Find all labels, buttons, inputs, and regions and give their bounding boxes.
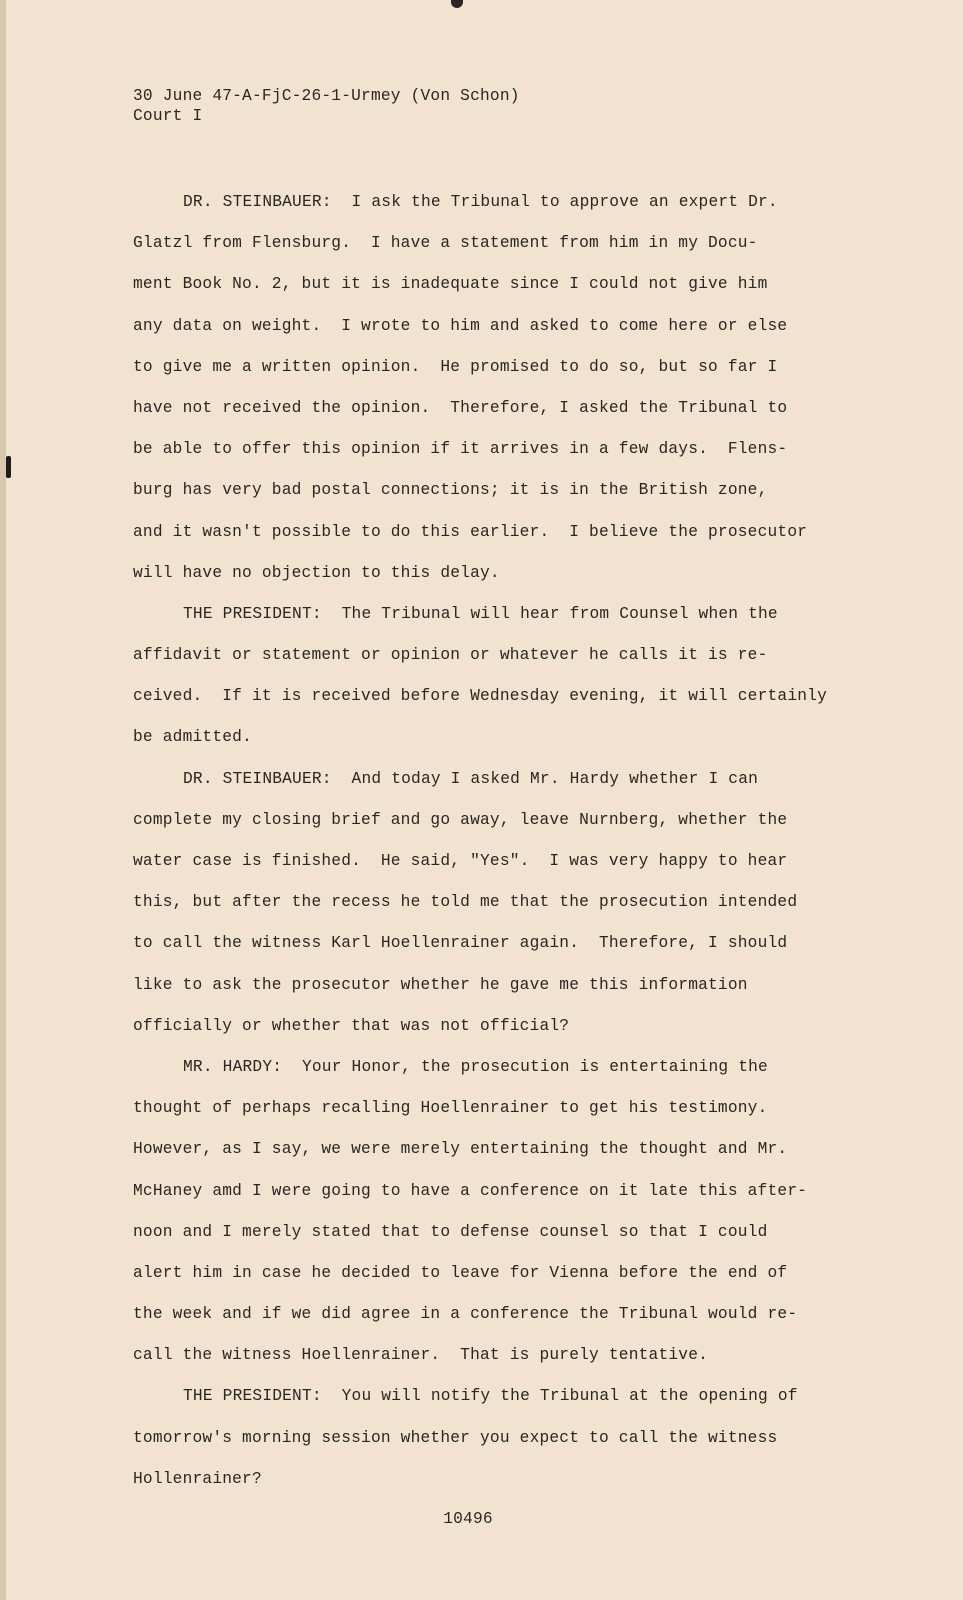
transcript-line: will have no objection to this delay. (133, 563, 500, 582)
transcript-line: DR. STEINBAUER: And today I asked Mr. Hardy whether I can (183, 769, 759, 788)
transcript-line: Glatzl from Flensburg. I have a statement from him in my Docu- (133, 234, 758, 253)
transcript-line: ceived. If it is received before Wednesday evening, it will certainly (133, 687, 827, 706)
document-header (133, 86, 520, 126)
page-left-edge (0, 0, 6, 1600)
transcript-line: noon and I merely stated that to defense counsel so that I could (133, 1222, 768, 1241)
punch-hole-mark (6, 456, 11, 478)
transcript-line: to give me a written opinion. He promised to do so, but so far I (133, 357, 778, 376)
transcript-line: alert him in case he decided to leave for Vienna before the end of (133, 1263, 788, 1282)
transcript-line: complete my closing brief and go away, leave Nurnberg, whether the (133, 810, 788, 829)
transcript-line: the week and if we did agree in a conference the Tribunal would re- (133, 1305, 798, 1324)
transcript-line: have not received the opinion. Therefore, I asked the Tribunal to (133, 398, 788, 417)
header-court-line: Court I (133, 107, 203, 125)
transcript-line: officially or whether that was not official? (133, 1016, 570, 1035)
staple-mark (451, 0, 463, 8)
transcript-line: water case is finished. He said, "Yes". I was very happy to hear (133, 852, 788, 870)
transcript-line: McHaney amd I were going to have a conference on it late this after- (133, 1181, 808, 1200)
page-number: 10496 (443, 1510, 493, 1528)
header-reference-line: 30 June 47-A-FjC-26-1-Urmey (Von Schon) (133, 87, 520, 105)
transcript-line: like to ask the prosecutor whether he gave me this information (133, 975, 748, 994)
transcript-line: Hollenrainer? (133, 1469, 262, 1488)
transcript-line: tomorrow's morning session whether you expect to call the witness (133, 1428, 778, 1447)
transcript-line: However, as I say, we were merely entertaining the thought and Mr. (133, 1140, 788, 1159)
transcript-line: DR. STEINBAUER: I ask the Tribunal to approve an expert Dr. (183, 193, 778, 211)
transcript-line: this, but after the recess he told me that the prosecution intended (133, 893, 798, 912)
transcript-body (133, 182, 863, 1500)
transcript-line: burg has very bad postal connections; it is in the British zone, (133, 481, 768, 500)
transcript-line: thought of perhaps recalling Hoellenrainer to get his testimony. (133, 1099, 768, 1118)
transcript-line: to call the witness Karl Hoellenrainer again. Therefore, I should (133, 934, 788, 953)
transcript-line: THE PRESIDENT: You will notify the Tribunal at the opening of (183, 1387, 798, 1406)
transcript-line: MR. HARDY: Your Honor, the prosecution is entertaining the (183, 1057, 768, 1076)
transcript-line: THE PRESIDENT: The Tribunal will hear from Counsel when the (183, 604, 778, 623)
transcript-line: be able to offer this opinion if it arrives in a few days. Flens- (133, 440, 788, 459)
transcript-line: affidavit or statement or opinion or whatever he calls it is re- (133, 646, 768, 665)
transcript-line: call the witness Hoellenrainer. That is purely tentative. (133, 1346, 709, 1365)
transcript-line: ment Book No. 2, but it is inadequate since I could not give him (133, 275, 768, 294)
transcript-line: be admitted. (133, 728, 252, 747)
transcript-line: and it wasn't possible to do this earlier. I believe the prosecutor (133, 522, 808, 541)
transcript-line: any data on weight. I wrote to him and asked to come here or else (133, 316, 788, 335)
